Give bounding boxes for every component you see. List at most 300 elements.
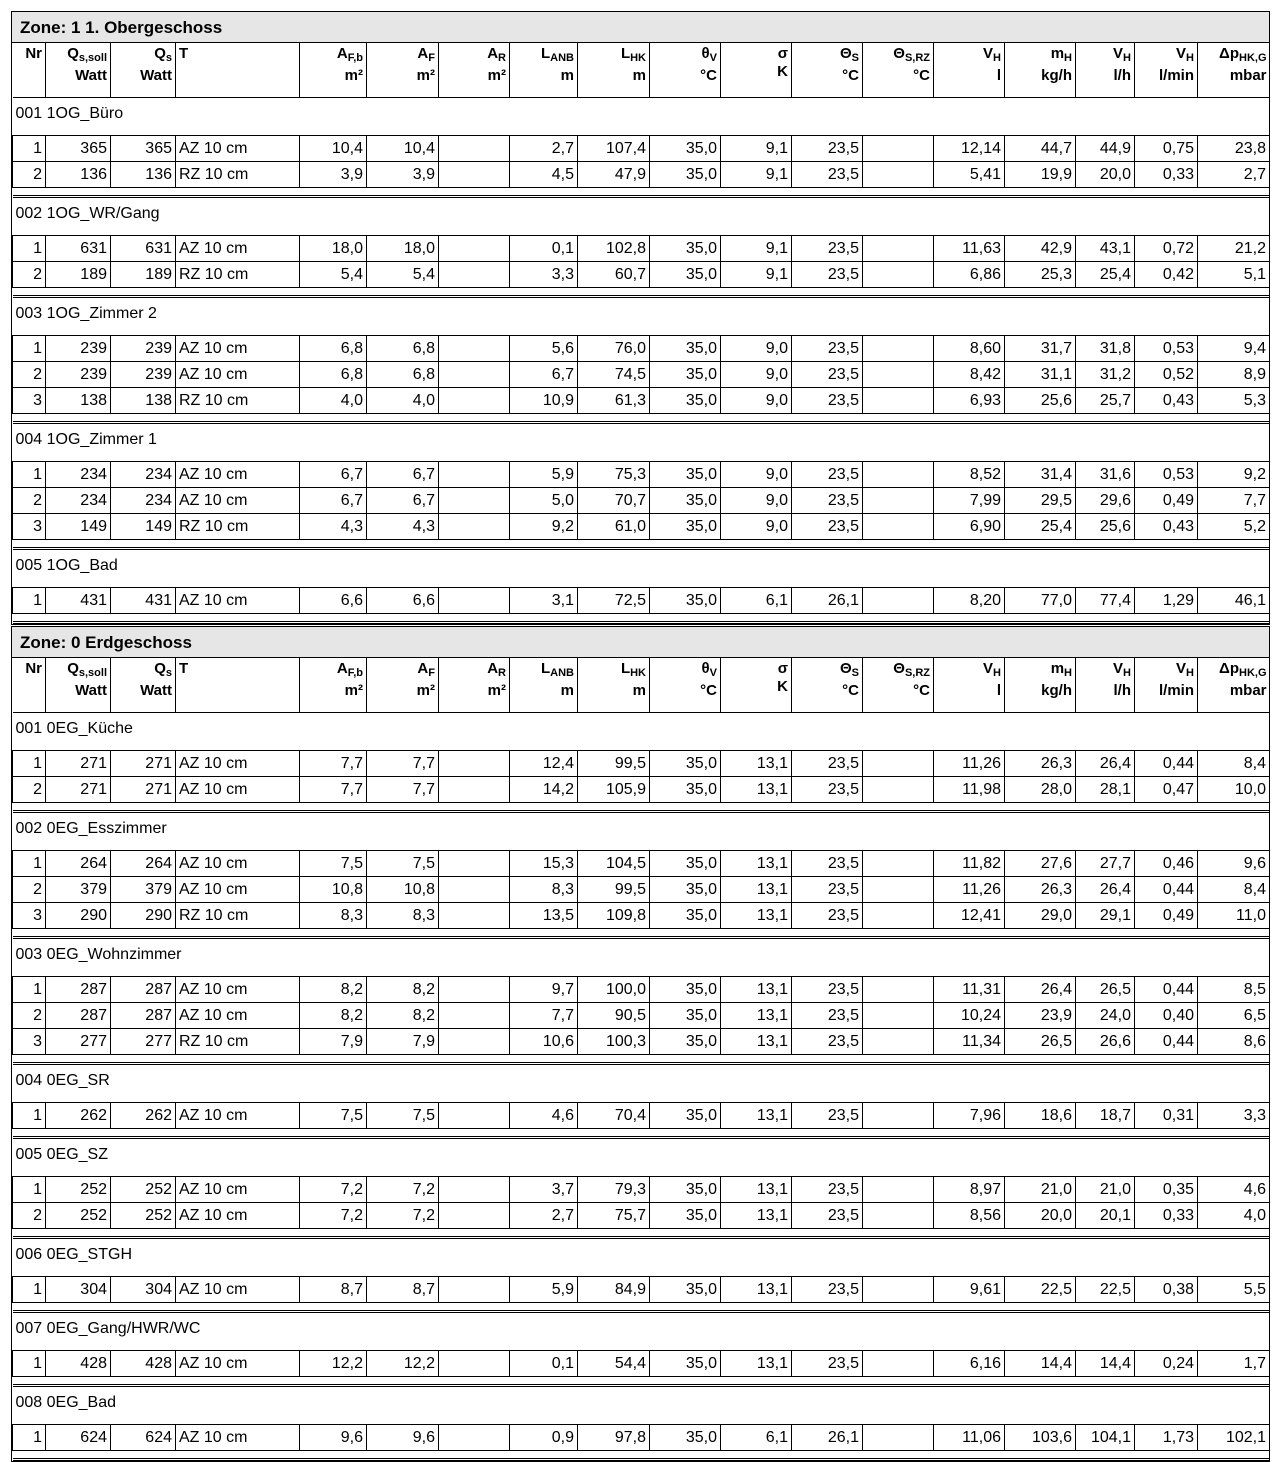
cell-theta-s: 23,5 <box>792 388 863 414</box>
circuit-row <box>13 136 1270 162</box>
cell-v-dot-h-min: 0,44 <box>1135 751 1198 777</box>
cell-l-hk: 61,3 <box>578 388 650 414</box>
cell-l-anb: 13,5 <box>510 903 578 929</box>
header-l-hk <box>578 658 650 713</box>
cell-sigma: 13,1 <box>721 1103 792 1129</box>
cell-l-hk: 70,7 <box>578 488 650 514</box>
cell-q-s-soll: 234 <box>46 488 111 514</box>
header-subscript: S <box>851 52 859 64</box>
cell-l-hk: 97,8 <box>578 1425 650 1451</box>
cell-a-f-b: 7,7 <box>300 777 367 803</box>
header-delta-p-hk-g <box>1198 43 1270 98</box>
cell-sigma: 13,1 <box>721 1177 792 1203</box>
header-unit: °C <box>913 682 930 699</box>
cell-v-dot-h-min: 0,49 <box>1135 903 1198 929</box>
header-unit: m <box>560 682 574 699</box>
cell-a-r <box>439 588 510 614</box>
cell-theta-s: 23,5 <box>792 236 863 262</box>
cell-m-h: 25,4 <box>1005 514 1076 540</box>
cell-v-h: 7,99 <box>934 488 1005 514</box>
room-row <box>13 938 1270 971</box>
cell-v-dot-h-min: 0,44 <box>1135 977 1198 1003</box>
cell-type: AZ 10 cm <box>176 851 300 877</box>
cell-v-h: 6,86 <box>934 262 1005 288</box>
cell-a-f: 7,2 <box>367 1203 439 1229</box>
cell-type: AZ 10 cm <box>176 1351 300 1377</box>
cell-m-h: 26,4 <box>1005 977 1076 1003</box>
cell-theta-s-rz <box>863 136 934 162</box>
header-symbol-char: · V <box>1113 660 1123 677</box>
cell-a-f-b: 7,5 <box>300 1103 367 1129</box>
cell-a-r <box>439 162 510 188</box>
cell-nr: 2 <box>13 262 46 288</box>
cell-q-s-soll: 379 <box>46 877 111 903</box>
cell-theta-s-rz <box>863 1029 934 1055</box>
cell-type: AZ 10 cm <box>176 1203 300 1229</box>
cell-l-anb: 2,7 <box>510 1203 578 1229</box>
cell-sigma: 13,1 <box>721 977 792 1003</box>
cell-delta-p-hk-g: 9,6 <box>1198 851 1270 877</box>
cell-v-h: 11,31 <box>934 977 1005 1003</box>
cell-nr: 2 <box>13 362 46 388</box>
cell-v-h: 11,98 <box>934 777 1005 803</box>
cell-v-dot-h: 77,4 <box>1076 588 1135 614</box>
cell-nr: 3 <box>13 388 46 414</box>
cell-a-r <box>439 1103 510 1129</box>
cell-theta-s: 23,5 <box>792 162 863 188</box>
cell-q-s: 379 <box>111 877 176 903</box>
cell-theta-v: 35,0 <box>650 977 721 1003</box>
header-symbol <box>724 45 788 63</box>
cell-q-s: 252 <box>111 1177 176 1203</box>
header-symbol-char: L <box>540 660 551 677</box>
cell-a-f-b: 8,2 <box>300 977 367 1003</box>
cell-delta-p-hk-g: 5,5 <box>1198 1277 1270 1303</box>
cell-nr: 1 <box>13 336 46 362</box>
cell-sigma: 13,1 <box>721 1003 792 1029</box>
header-symbol-char: Θ <box>893 45 905 62</box>
cell-l-hk: 100,0 <box>578 977 650 1003</box>
cell-theta-s: 23,5 <box>792 1177 863 1203</box>
header-delta-p-hk-g <box>1198 658 1270 713</box>
cell-theta-s-rz <box>863 977 934 1003</box>
header-subscript: s <box>165 667 172 679</box>
header-subscript: H <box>1064 667 1072 679</box>
cell-a-f-b: 8,2 <box>300 1003 367 1029</box>
cell-type: AZ 10 cm <box>176 977 300 1003</box>
cell-delta-p-hk-g: 9,4 <box>1198 336 1270 362</box>
cell-theta-v: 35,0 <box>650 362 721 388</box>
cell-q-s-soll: 136 <box>46 162 111 188</box>
circuit-row <box>13 362 1270 388</box>
cell-m-h: 44,7 <box>1005 136 1076 162</box>
circuit-row <box>13 777 1270 803</box>
cell-a-r <box>439 1003 510 1029</box>
cell-l-anb: 5,9 <box>510 462 578 488</box>
cell-v-dot-h: 44,9 <box>1076 136 1135 162</box>
header-symbol <box>724 660 788 678</box>
header-unit: °C <box>913 67 930 84</box>
cell-l-hk: 70,4 <box>578 1103 650 1129</box>
room-name: 005 1OG_Bad <box>15 556 118 574</box>
header-row <box>13 658 1270 713</box>
cell-l-hk: 74,5 <box>578 362 650 388</box>
cell-sigma: 13,1 <box>721 777 792 803</box>
cell-v-dot-h: 21,0 <box>1076 1177 1135 1203</box>
header-l-hk <box>578 43 650 98</box>
cell-m-h: 26,3 <box>1005 751 1076 777</box>
header-unit: m² <box>344 682 363 699</box>
cell-sigma: 9,0 <box>721 362 792 388</box>
header-label: Nr <box>25 660 42 677</box>
cell-m-h: 31,1 <box>1005 362 1076 388</box>
cell-m-h: 20,0 <box>1005 1203 1076 1229</box>
cell-delta-p-hk-g: 5,3 <box>1198 388 1270 414</box>
cell-q-s: 277 <box>111 1029 176 1055</box>
cell-m-h: 25,3 <box>1005 262 1076 288</box>
cell-type: AZ 10 cm <box>176 236 300 262</box>
header-unit: kg/h <box>1041 682 1072 699</box>
cell-a-f-b: 7,9 <box>300 1029 367 1055</box>
cell-a-f: 4,3 <box>367 514 439 540</box>
header-subscript: S,RZ <box>904 52 930 64</box>
cell-a-f-b: 6,7 <box>300 462 367 488</box>
cell-v-h: 8,60 <box>934 336 1005 362</box>
cell-v-dot-h: 22,5 <box>1076 1277 1135 1303</box>
cell-theta-s: 23,5 <box>792 462 863 488</box>
cell-a-r <box>439 877 510 903</box>
cell-v-dot-h-min: 0,46 <box>1135 851 1198 877</box>
room-name: 008 0EG_Bad <box>15 1393 117 1411</box>
cell-theta-v: 35,0 <box>650 1425 721 1451</box>
room-name: 003 0EG_Wohnzimmer <box>15 945 182 963</box>
header-unit: l/h <box>1113 67 1131 84</box>
header-symbol <box>1079 660 1131 682</box>
cell-type: RZ 10 cm <box>176 388 300 414</box>
header-symbol <box>370 45 435 67</box>
cell-v-dot-h: 104,1 <box>1076 1425 1135 1451</box>
cell-theta-s-rz <box>863 903 934 929</box>
cell-theta-s-rz <box>863 1203 934 1229</box>
cell-q-s-soll: 189 <box>46 262 111 288</box>
cell-a-f-b: 18,0 <box>300 236 367 262</box>
cell-v-h: 6,16 <box>934 1351 1005 1377</box>
circuit-row <box>13 751 1270 777</box>
cell-v-dot-h: 25,7 <box>1076 388 1135 414</box>
cell-m-h: 23,9 <box>1005 1003 1076 1029</box>
cell-theta-v: 35,0 <box>650 336 721 362</box>
cell-l-hk: 76,0 <box>578 336 650 362</box>
cell-type: AZ 10 cm <box>176 777 300 803</box>
cell-delta-p-hk-g: 11,0 <box>1198 903 1270 929</box>
cell-m-h: 103,6 <box>1005 1425 1076 1451</box>
header-symbol <box>442 45 506 67</box>
header-symbol <box>513 45 574 67</box>
cell-a-f: 6,8 <box>367 336 439 362</box>
cell-theta-v: 35,0 <box>650 1277 721 1303</box>
circuit-row <box>13 1003 1270 1029</box>
cell-theta-s-rz <box>863 851 934 877</box>
cell-a-f: 7,2 <box>367 1177 439 1203</box>
cell-a-f: 7,5 <box>367 1103 439 1129</box>
cell-nr: 2 <box>13 1203 46 1229</box>
header-subscript: s <box>165 52 172 64</box>
cell-v-dot-h-min: 0,52 <box>1135 362 1198 388</box>
header-theta-s-rz <box>863 658 934 713</box>
cell-delta-p-hk-g: 5,2 <box>1198 514 1270 540</box>
cell-delta-p-hk-g: 2,7 <box>1198 162 1270 188</box>
cell-theta-s: 23,5 <box>792 1351 863 1377</box>
header-unit: m² <box>344 67 363 84</box>
cell-theta-s: 26,1 <box>792 588 863 614</box>
cell-a-r <box>439 362 510 388</box>
circuit-row <box>13 162 1270 188</box>
cell-l-hk: 107,4 <box>578 136 650 162</box>
cell-a-f-b: 8,3 <box>300 903 367 929</box>
header-symbol <box>1138 660 1194 682</box>
cell-l-hk: 99,5 <box>578 877 650 903</box>
header-symbol <box>937 45 1001 67</box>
cell-theta-v: 35,0 <box>650 777 721 803</box>
cell-m-h: 22,5 <box>1005 1277 1076 1303</box>
cell-theta-v: 35,0 <box>650 1029 721 1055</box>
header-subscript: s,soll <box>78 667 107 679</box>
header-a-f-b <box>300 658 367 713</box>
header-symbol-char: V <box>983 45 994 62</box>
cell-q-s-soll: 252 <box>46 1177 111 1203</box>
cell-l-hk: 104,5 <box>578 851 650 877</box>
circuit-row <box>13 1277 1270 1303</box>
cell-q-s-soll: 149 <box>46 514 111 540</box>
cell-theta-s-rz <box>863 1425 934 1451</box>
cell-l-anb: 12,4 <box>510 751 578 777</box>
cell-v-dot-h: 31,6 <box>1076 462 1135 488</box>
header-subscript: S,RZ <box>904 667 930 679</box>
cell-sigma: 9,0 <box>721 488 792 514</box>
cell-l-anb: 10,6 <box>510 1029 578 1055</box>
cell-a-f: 9,6 <box>367 1425 439 1451</box>
header-symbol <box>1201 45 1267 67</box>
room-row <box>13 713 1270 745</box>
circuit-row <box>13 977 1270 1003</box>
circuit-row <box>13 1425 1270 1451</box>
cell-v-h: 8,42 <box>934 362 1005 388</box>
zone-erdgeschoss <box>11 626 1270 1462</box>
cell-m-h: 25,6 <box>1005 388 1076 414</box>
cell-q-s-soll: 287 <box>46 977 111 1003</box>
cell-v-dot-h: 26,4 <box>1076 877 1135 903</box>
header-symbol-char: Δp <box>1219 660 1239 677</box>
cell-a-r <box>439 1177 510 1203</box>
header-type <box>176 658 300 713</box>
cell-nr: 1 <box>13 751 46 777</box>
header-symbol <box>795 45 859 67</box>
cell-l-anb: 4,6 <box>510 1103 578 1129</box>
cell-type: AZ 10 cm <box>176 1177 300 1203</box>
room-row <box>13 1138 1270 1171</box>
cell-q-s: 271 <box>111 777 176 803</box>
cell-theta-s: 23,5 <box>792 514 863 540</box>
cell-l-anb: 9,7 <box>510 977 578 1003</box>
cell-q-s-soll: 234 <box>46 462 111 488</box>
cell-delta-p-hk-g: 8,5 <box>1198 977 1270 1003</box>
cell-a-r <box>439 851 510 877</box>
header-symbol-char: σ <box>777 45 788 62</box>
cell-nr: 2 <box>13 162 46 188</box>
header-unit: °C <box>700 682 717 699</box>
cell-nr: 1 <box>13 462 46 488</box>
header-symbol-char: Q <box>154 45 166 62</box>
header-symbol-char: L <box>620 660 631 677</box>
header-row <box>13 43 1270 98</box>
header-a-r <box>439 43 510 98</box>
cell-a-f: 12,2 <box>367 1351 439 1377</box>
cell-type: AZ 10 cm <box>176 877 300 903</box>
cell-theta-s-rz <box>863 236 934 262</box>
cell-v-dot-h: 29,1 <box>1076 903 1135 929</box>
header-a-f-b <box>300 43 367 98</box>
header-label: T <box>179 660 189 677</box>
cell-q-s: 234 <box>111 488 176 514</box>
cell-q-s-soll: 252 <box>46 1203 111 1229</box>
cell-v-dot-h: 26,5 <box>1076 977 1135 1003</box>
header-subscript: F <box>428 52 435 64</box>
circuit-row <box>13 388 1270 414</box>
header-label: Nr <box>25 45 42 62</box>
cell-theta-s-rz <box>863 877 934 903</box>
header-symbol <box>653 45 717 67</box>
cell-q-s-soll: 304 <box>46 1277 111 1303</box>
room-row <box>13 1064 1270 1097</box>
cell-type: RZ 10 cm <box>176 162 300 188</box>
header-symbol-char: · V <box>1176 660 1186 677</box>
header-subscript: ANB <box>550 667 574 679</box>
header-subscript: R <box>498 667 506 679</box>
cell-nr: 3 <box>13 1029 46 1055</box>
cell-m-h: 18,6 <box>1005 1103 1076 1129</box>
cell-sigma: 13,1 <box>721 851 792 877</box>
cell-nr: 1 <box>13 977 46 1003</box>
room-name: 002 1OG_WR/Gang <box>15 204 160 222</box>
cell-m-h: 14,4 <box>1005 1351 1076 1377</box>
cell-v-dot-h-min: 0,24 <box>1135 1351 1198 1377</box>
cell-a-r <box>439 462 510 488</box>
cell-v-dot-h: 26,6 <box>1076 1029 1135 1055</box>
header-symbol <box>1008 660 1072 682</box>
cell-v-h: 12,41 <box>934 903 1005 929</box>
cell-l-hk: 72,5 <box>578 588 650 614</box>
header-unit: l/min <box>1158 682 1194 699</box>
header-subscript: s,soll <box>78 52 107 64</box>
cell-sigma: 13,1 <box>721 1029 792 1055</box>
cell-v-dot-h-min: 0,43 <box>1135 388 1198 414</box>
header-subscript: H <box>1186 52 1194 64</box>
cell-q-s-soll: 138 <box>46 388 111 414</box>
cell-v-dot-h: 25,6 <box>1076 514 1135 540</box>
cell-l-anb: 10,9 <box>510 388 578 414</box>
cell-theta-s-rz <box>863 388 934 414</box>
cell-v-h: 12,14 <box>934 136 1005 162</box>
cell-theta-s: 23,5 <box>792 1003 863 1029</box>
cell-theta-s-rz <box>863 1103 934 1129</box>
header-q-s <box>111 658 176 713</box>
cell-a-f: 8,3 <box>367 903 439 929</box>
cell-type: RZ 10 cm <box>176 514 300 540</box>
cell-nr: 1 <box>13 1103 46 1129</box>
header-q-s <box>111 43 176 98</box>
cell-l-hk: 84,9 <box>578 1277 650 1303</box>
header-subscript: HK,G <box>1239 667 1267 679</box>
header-v-dot-h-min <box>1135 658 1198 713</box>
cell-q-s-soll: 287 <box>46 1003 111 1029</box>
cell-theta-v: 35,0 <box>650 136 721 162</box>
header-a-r <box>439 658 510 713</box>
header-unit: m² <box>487 67 506 84</box>
cell-a-f: 6,7 <box>367 462 439 488</box>
header-unit: Watt <box>140 67 172 84</box>
room-row <box>13 549 1270 582</box>
cell-delta-p-hk-g: 4,6 <box>1198 1177 1270 1203</box>
cell-q-s-soll: 624 <box>46 1425 111 1451</box>
cell-a-r <box>439 903 510 929</box>
header-unit: l <box>996 67 1001 84</box>
cell-l-anb: 0,1 <box>510 236 578 262</box>
cell-a-r <box>439 1029 510 1055</box>
cell-v-h: 9,61 <box>934 1277 1005 1303</box>
cell-q-s: 287 <box>111 1003 176 1029</box>
header-unit: m <box>560 67 574 84</box>
cell-delta-p-hk-g: 8,6 <box>1198 1029 1270 1055</box>
cell-delta-p-hk-g: 4,0 <box>1198 1203 1270 1229</box>
cell-a-f: 8,2 <box>367 977 439 1003</box>
cell-theta-v: 35,0 <box>650 162 721 188</box>
header-symbol-char: m <box>1050 660 1065 677</box>
header-subscript: ANB <box>550 52 574 64</box>
cell-a-r <box>439 1277 510 1303</box>
cell-nr: 2 <box>13 777 46 803</box>
header-l-anb <box>510 43 578 98</box>
header-symbol-char: A <box>417 660 429 677</box>
cell-q-s: 189 <box>111 262 176 288</box>
cell-a-f-b: 6,8 <box>300 362 367 388</box>
cell-sigma: 6,1 <box>721 588 792 614</box>
cell-a-r <box>439 388 510 414</box>
cell-sigma: 9,0 <box>721 462 792 488</box>
header-unit: m² <box>487 682 506 699</box>
cell-q-s-soll: 428 <box>46 1351 111 1377</box>
cell-q-s: 262 <box>111 1103 176 1129</box>
cell-v-dot-h-min: 1,73 <box>1135 1425 1198 1451</box>
cell-type: AZ 10 cm <box>176 336 300 362</box>
header-symbol-char: A <box>417 45 429 62</box>
header-symbol-char: A <box>487 45 499 62</box>
cell-a-f-b: 12,2 <box>300 1351 367 1377</box>
cell-q-s-soll: 264 <box>46 851 111 877</box>
room-name: 001 1OG_Büro <box>15 104 124 122</box>
cell-type: AZ 10 cm <box>176 1277 300 1303</box>
cell-type: RZ 10 cm <box>176 262 300 288</box>
cell-a-f-b: 6,8 <box>300 336 367 362</box>
header-subscript: H <box>993 52 1001 64</box>
room-name: 004 1OG_Zimmer 1 <box>15 430 157 448</box>
cell-m-h: 26,5 <box>1005 1029 1076 1055</box>
header-unit: mbar <box>1229 682 1267 699</box>
circuit-row <box>13 1177 1270 1203</box>
cell-sigma: 9,1 <box>721 236 792 262</box>
cell-v-dot-h: 18,7 <box>1076 1103 1135 1129</box>
cell-delta-p-hk-g: 6,5 <box>1198 1003 1270 1029</box>
cell-l-anb: 5,6 <box>510 336 578 362</box>
